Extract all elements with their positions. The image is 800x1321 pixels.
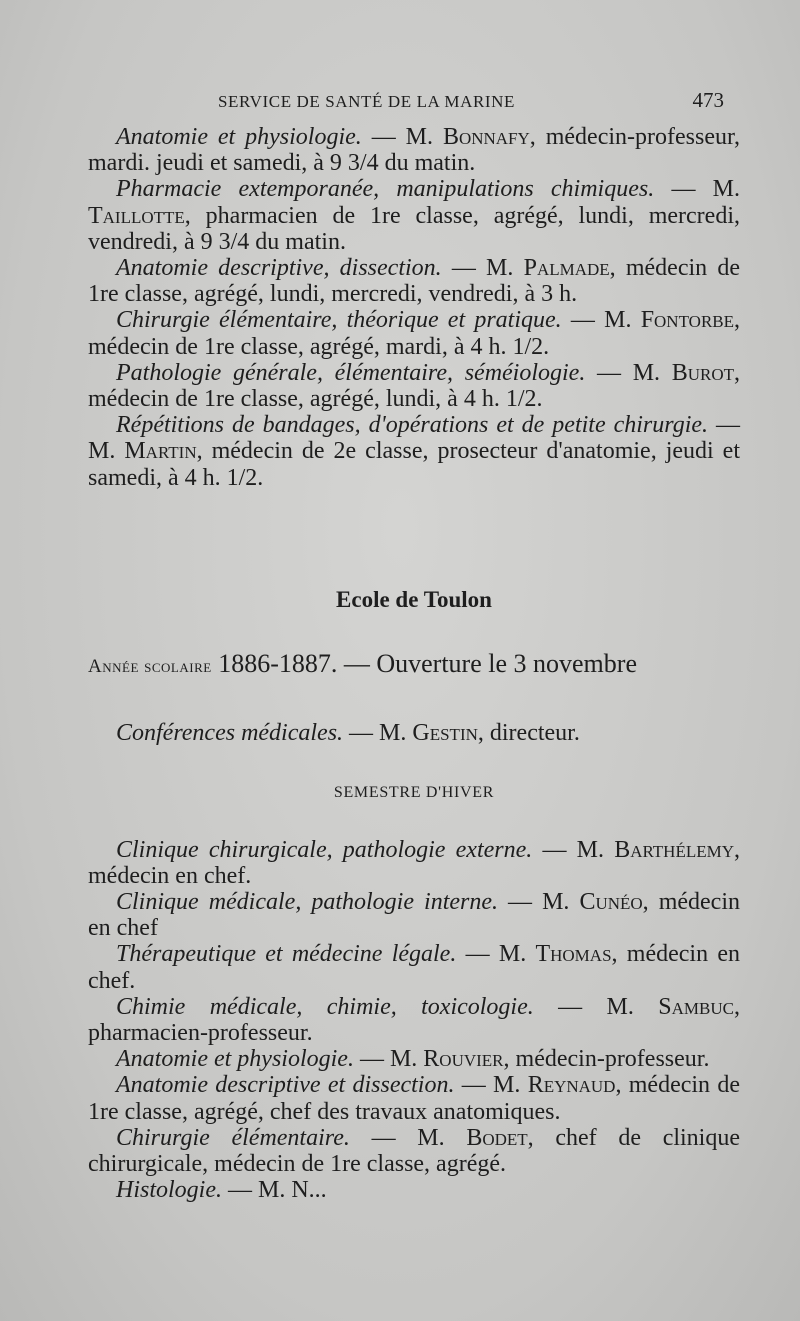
instructor-name: Rouvier (423, 1046, 504, 1073)
course-entry (88, 1125, 740, 1177)
entry-dash: — M. (561, 307, 641, 334)
entry-dash: — M. (533, 993, 659, 1020)
year-text: 1886-1887. — Ouverture le 3 novembre (211, 649, 637, 679)
entry-dash: — M. (353, 1046, 424, 1073)
instructor-name: Martin (124, 438, 197, 465)
course-subject: Anatomie descriptive, dissection. (116, 255, 442, 282)
page-number: 473 (692, 88, 724, 112)
course-subject: Répétitions de bandages, d'opérations et de petite chirurgie. (116, 412, 709, 439)
instructor-name: Taillotte (88, 202, 185, 229)
entry-details: , médecin en chef. (88, 941, 740, 994)
course-entry (88, 1177, 740, 1203)
course-entry (88, 176, 740, 255)
course-entry (88, 837, 740, 889)
entry-dash: — M. (349, 1124, 467, 1151)
running-title: SERVICE DE SANTÉ DE LA MARINE (218, 92, 516, 111)
entry-details: , pharmacien-professeur. (88, 993, 740, 1047)
course-entry (88, 941, 740, 993)
course-entry (88, 255, 740, 307)
entry-dash: — M. (498, 889, 580, 916)
instructor-name: Burot (671, 359, 735, 386)
academic-year-line (88, 651, 740, 680)
school-title: Ecole de Toulon (336, 586, 492, 612)
course-subject: Anatomie et physiologie. (116, 1046, 354, 1073)
instructor-name: Bonnafy (442, 124, 530, 150)
entry-dash: — M. (456, 941, 536, 968)
course-entry (88, 994, 740, 1046)
entry-dash: — M. (88, 412, 740, 465)
entry-dash: — M. (454, 1072, 528, 1099)
entry-dash: — M. (441, 255, 524, 282)
entry-dash: — M. (532, 836, 615, 863)
course-entry (88, 1046, 740, 1072)
entry-dash: — M. (361, 124, 443, 150)
instructor-name: Sambuc (658, 993, 734, 1020)
course-entry (88, 360, 740, 412)
entry-details: , chef de clinique chirurgicale, médecin de 1re classe, agrégé. (88, 1124, 740, 1178)
running-header (218, 88, 724, 113)
instructor-name: Palmade (523, 255, 610, 282)
course-subject: Chimie médicale, chimie, toxicologie. (116, 993, 534, 1020)
entry-details: , médecin en chef (88, 889, 740, 942)
entry-details: , médecin en chef. (88, 836, 740, 889)
entry-details: , médecin de 1re classe, agrégé, chef des travaux anatomiques. (88, 1072, 740, 1125)
entry-details: , pharmacien de 1re classe, agrégé, lundi, mercredi, vendredi, à 9 3/4 du matin. (88, 202, 740, 255)
course-entry (88, 1072, 740, 1124)
instructor-name: Thomas (535, 941, 612, 968)
year-label: Année scolaire (88, 656, 212, 678)
entry-details: , médecin de 1re classe, agrégé, mardi, à 4 h. 1/2. (88, 307, 741, 360)
entry-details: , médecin-professeur, mardi. jeudi et samedi, à 9 3/4 du matin. (88, 124, 741, 177)
course-subject: Anatomie descriptive et dissection. (116, 1072, 455, 1099)
entry-dash: — M. (654, 176, 740, 203)
semester-heading: SEMESTRE D'HIVER (333, 784, 495, 802)
conference-entry: Conférences médicales. — M. Gestin, directeur. (116, 720, 580, 747)
instructor-name: Barthélemy (614, 836, 734, 863)
course-list-lower (88, 837, 740, 1204)
entry-details: , médecin-professeur. (503, 1046, 710, 1073)
course-subject: Anatomie et physiologie. (116, 124, 362, 150)
entry-details: , médecin de 1re classe, agrégé, lundi, à 4 h. 1/2. (88, 359, 741, 413)
entry-details: , médecin de 1re classe, agrégé, lundi, mercredi, vendredi, à 3 h. (88, 255, 740, 308)
entry-details: , médecin de 2e classe, prosecteur d'anatomie, jeudi et samedi, à 4 h. 1/2. (88, 438, 740, 491)
course-subject: Clinique chirurgicale, pathologie externe. (116, 836, 533, 863)
course-subject: Chirurgie élémentaire. (116, 1124, 350, 1151)
instructor-name: Reynaud (527, 1072, 616, 1099)
course-subject: Chirurgie élémentaire, théorique et pratique. (116, 307, 562, 334)
course-list-upper (88, 124, 740, 491)
course-subject: Pharmacie extemporanée, manipulations chimiques. (116, 176, 655, 203)
course-entry (88, 307, 740, 359)
course-subject: Pathologie générale, élémentaire, séméiologie. (116, 359, 586, 386)
instructor-name: Fontorbe (640, 307, 735, 334)
instructor-name: Gestin (412, 720, 478, 747)
course-subject: Conférences médicales. (116, 720, 344, 747)
course-entry (88, 124, 740, 176)
course-subject: Clinique médicale, pathologie interne. (116, 889, 499, 916)
entry-dash: — M. (585, 359, 672, 386)
course-entry (88, 889, 740, 941)
instructor-name: Cunéo (579, 889, 643, 916)
text-column (88, 124, 740, 1204)
instructor-name: Bodet (466, 1124, 528, 1151)
course-subject: Thérapeutique et médecine légale. (116, 941, 457, 968)
course-entry (88, 412, 740, 491)
entry-dash: — M. N... (222, 1177, 327, 1204)
course-subject: Histologie. (116, 1177, 222, 1204)
